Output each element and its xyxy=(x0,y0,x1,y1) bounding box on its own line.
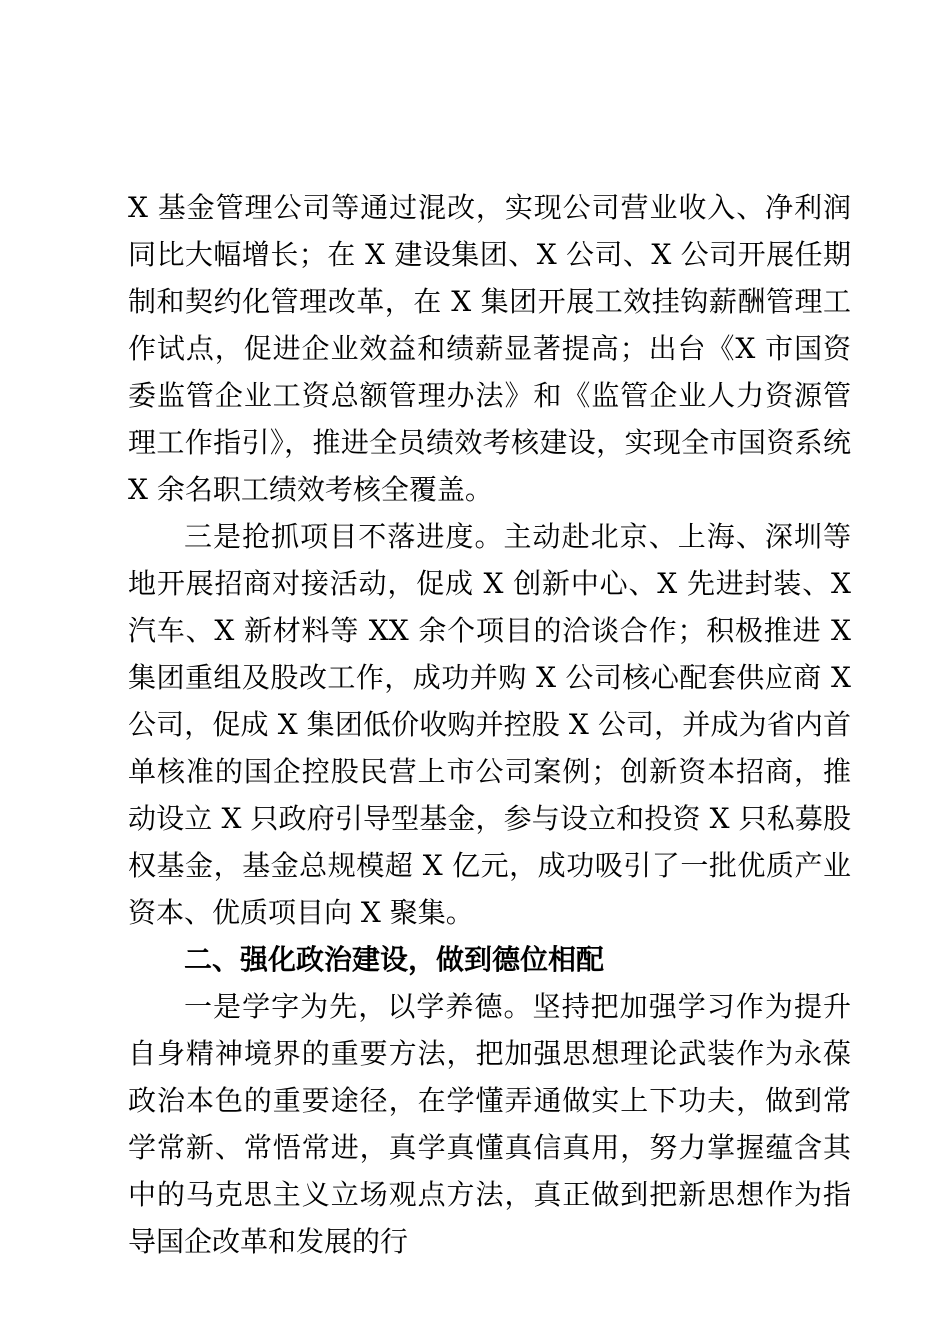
paragraph: 一是学字为先，以学养德。坚持把加强学习作为提升自身精神境界的重要方法，把加强思想理论武装作为永葆政治本色的重要途径，在学懂弄通做实上下功夫，做到常学常新、常悟常进，真学真懂真信真用，努力掌握蕴含其中的马克思主义立场观点方法，真正做到把新思想作为指导国企改革和发展的行 xyxy=(128,990,851,1258)
paragraph: X 基金管理公司等通过混改，实现公司营业收入、净利润同比大幅增长；在 X 建设集团、X 公司、X 公司开展任期制和契约化管理改革，在 X 集团开展工效挂钩薪酬管理工作试点，促进企业效益和绩薪显著提高；出台《X 市国资委监管企业工资总额管理办法》和《监管企业人力资源管理工作指引》，推进全员绩效考核建设，实现全市国资系统 X 余名职工绩效考核全覆盖。 xyxy=(128,191,851,506)
section-heading: 二、强化政治建设，做到德位相配 xyxy=(184,943,605,976)
paragraph: 三是抢抓项目不落进度。主动赴北京、上海、深圳等地开展招商对接活动，促成 X 创新中心、X 先进封装、X 汽车、X 新材料等 XX 余个项目的洽谈合作；积极推进 X 集团重组及股改工作，成功并购 X 公司核心配套供应商 X 公司，促成 X 集团低价收购并控股 X 公司，并成为省内首单核准的国企控股民营上市公司案例；创新资本招商，推动设立 X 只政府引导型基金，参与设立和投资 X 只私募股权基金，基金总规模超 X 亿元，成功吸引了一批优质产业资本、优质项目向 X 聚集。 xyxy=(128,520,851,929)
